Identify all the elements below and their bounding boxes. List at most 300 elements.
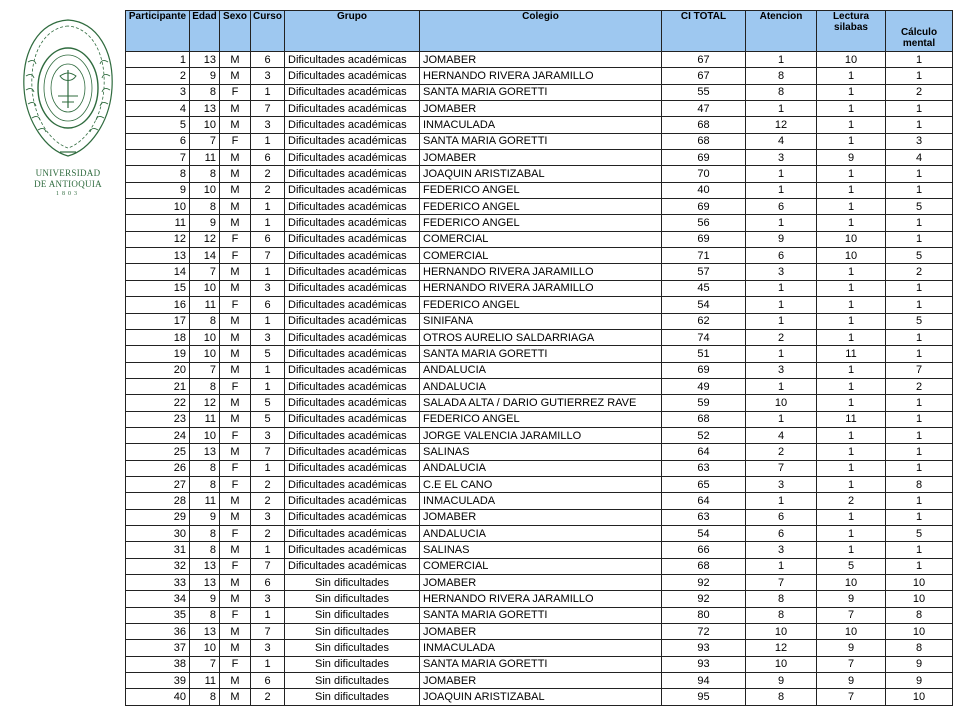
table-row <box>126 362 953 378</box>
cell-participante: 23 <box>126 411 190 427</box>
cell-lectura-silabas: 1 <box>817 199 886 215</box>
cell-grupo: Dificultades académicas <box>285 84 420 100</box>
cell-lectura-silabas: 7 <box>817 689 886 705</box>
cell-curso: 1 <box>251 215 285 231</box>
cell-ci-total: 71 <box>662 248 746 264</box>
cell-participante: 10 <box>126 199 190 215</box>
cell-edad: 13 <box>190 558 220 574</box>
table-row <box>126 444 953 460</box>
cell-sexo: F <box>220 133 251 149</box>
cell-edad: 11 <box>190 297 220 313</box>
cell-participante: 32 <box>126 558 190 574</box>
cell-sexo: M <box>220 673 251 689</box>
cell-participante: 38 <box>126 656 190 672</box>
cell-curso: 2 <box>251 689 285 705</box>
cell-grupo: Dificultades académicas <box>285 362 420 378</box>
cell-grupo: Dificultades académicas <box>285 101 420 117</box>
cell-edad: 8 <box>190 460 220 476</box>
cell-sexo: M <box>220 411 251 427</box>
cell-edad: 11 <box>190 493 220 509</box>
cell-curso: 7 <box>251 558 285 574</box>
cell-sexo: F <box>220 84 251 100</box>
cell-curso: 3 <box>251 329 285 345</box>
cell-lectura-silabas: 1 <box>817 476 886 492</box>
cell-calculo-mental: 1 <box>886 444 953 460</box>
cell-edad: 8 <box>190 542 220 558</box>
cell-colegio: HERNANDO RIVERA JARAMILLO <box>420 68 662 84</box>
cell-lectura-silabas: 1 <box>817 264 886 280</box>
header-atencion: Atencion <box>746 11 817 52</box>
cell-atencion: 4 <box>746 133 817 149</box>
cell-curso: 2 <box>251 493 285 509</box>
cell-participante: 24 <box>126 427 190 443</box>
cell-colegio: INMACULADA <box>420 640 662 656</box>
cell-colegio: SANTA MARIA GORETTI <box>420 607 662 623</box>
cell-curso: 5 <box>251 395 285 411</box>
cell-ci-total: 57 <box>662 264 746 280</box>
cell-participante: 26 <box>126 460 190 476</box>
table-row <box>126 133 953 149</box>
cell-participante: 27 <box>126 476 190 492</box>
cell-grupo: Dificultades académicas <box>285 411 420 427</box>
cell-curso: 3 <box>251 117 285 133</box>
cell-sexo: F <box>220 656 251 672</box>
cell-lectura-silabas: 1 <box>817 509 886 525</box>
cell-sexo: M <box>220 640 251 656</box>
cell-atencion: 9 <box>746 231 817 247</box>
cell-lectura-silabas: 5 <box>817 558 886 574</box>
table-row <box>126 558 953 574</box>
header-lectura-silabas: Lectura silabas <box>817 11 886 52</box>
cell-edad: 13 <box>190 575 220 591</box>
header-ci-total: CI TOTAL <box>662 11 746 52</box>
cell-edad: 11 <box>190 150 220 166</box>
cell-participante: 15 <box>126 280 190 296</box>
cell-colegio: COMERCIAL <box>420 558 662 574</box>
cell-calculo-mental: 7 <box>886 362 953 378</box>
cell-ci-total: 80 <box>662 607 746 623</box>
cell-atencion: 1 <box>746 378 817 394</box>
cell-edad: 8 <box>190 476 220 492</box>
cell-participante: 8 <box>126 166 190 182</box>
cell-calculo-mental: 1 <box>886 182 953 198</box>
cell-lectura-silabas: 1 <box>817 215 886 231</box>
cell-curso: 7 <box>251 444 285 460</box>
table-row <box>126 575 953 591</box>
cell-atencion: 8 <box>746 607 817 623</box>
cell-grupo: Sin dificultades <box>285 656 420 672</box>
cell-calculo-mental: 1 <box>886 411 953 427</box>
cell-atencion: 1 <box>746 297 817 313</box>
table-row <box>126 231 953 247</box>
cell-atencion: 7 <box>746 460 817 476</box>
cell-participante: 4 <box>126 101 190 117</box>
cell-sexo: F <box>220 427 251 443</box>
cell-colegio: SANTA MARIA GORETTI <box>420 84 662 100</box>
cell-curso: 2 <box>251 525 285 541</box>
table-row <box>126 84 953 100</box>
cell-atencion: 7 <box>746 575 817 591</box>
cell-atencion: 6 <box>746 525 817 541</box>
cell-calculo-mental: 1 <box>886 329 953 345</box>
cell-sexo: M <box>220 689 251 705</box>
cell-sexo: F <box>220 248 251 264</box>
cell-lectura-silabas: 1 <box>817 395 886 411</box>
cell-grupo: Dificultades académicas <box>285 117 420 133</box>
cell-atencion: 1 <box>746 493 817 509</box>
cell-edad: 8 <box>190 313 220 329</box>
university-name-line1: UNIVERSIDAD <box>35 168 101 178</box>
table-row <box>126 624 953 640</box>
cell-grupo: Dificultades académicas <box>285 525 420 541</box>
table-row <box>126 689 953 705</box>
cell-atencion: 3 <box>746 150 817 166</box>
cell-grupo: Dificultades académicas <box>285 231 420 247</box>
cell-sexo: M <box>220 591 251 607</box>
cell-atencion: 8 <box>746 591 817 607</box>
cell-lectura-silabas: 1 <box>817 542 886 558</box>
table-row <box>126 607 953 623</box>
cell-colegio: JOMABER <box>420 509 662 525</box>
cell-calculo-mental: 1 <box>886 68 953 84</box>
cell-edad: 10 <box>190 640 220 656</box>
cell-atencion: 12 <box>746 640 817 656</box>
cell-grupo: Dificultades académicas <box>285 346 420 362</box>
cell-edad: 10 <box>190 346 220 362</box>
cell-curso: 2 <box>251 166 285 182</box>
table-row <box>126 525 953 541</box>
table-row <box>126 166 953 182</box>
cell-grupo: Sin dificultades <box>285 591 420 607</box>
cell-curso: 2 <box>251 182 285 198</box>
table-row <box>126 509 953 525</box>
cell-colegio: JOMABER <box>420 101 662 117</box>
cell-edad: 10 <box>190 182 220 198</box>
cell-ci-total: 70 <box>662 166 746 182</box>
cell-grupo: Sin dificultades <box>285 673 420 689</box>
cell-sexo: M <box>220 493 251 509</box>
cell-grupo: Dificultades académicas <box>285 313 420 329</box>
cell-colegio: JOMABER <box>420 150 662 166</box>
cell-grupo: Dificultades académicas <box>285 215 420 231</box>
cell-sexo: M <box>220 182 251 198</box>
cell-participante: 25 <box>126 444 190 460</box>
cell-participante: 12 <box>126 231 190 247</box>
cell-sexo: M <box>220 101 251 117</box>
cell-calculo-mental: 4 <box>886 150 953 166</box>
cell-edad: 14 <box>190 248 220 264</box>
cell-participante: 29 <box>126 509 190 525</box>
table-row <box>126 346 953 362</box>
cell-atencion: 4 <box>746 427 817 443</box>
cell-curso: 5 <box>251 346 285 362</box>
cell-atencion: 3 <box>746 362 817 378</box>
university-name-line2: DE ANTIOQUIA <box>34 179 102 189</box>
cell-grupo: Dificultades académicas <box>285 444 420 460</box>
cell-curso: 7 <box>251 101 285 117</box>
cell-curso: 1 <box>251 460 285 476</box>
cell-atencion: 6 <box>746 509 817 525</box>
cell-grupo: Dificultades académicas <box>285 150 420 166</box>
cell-colegio: COMERCIAL <box>420 248 662 264</box>
cell-curso: 1 <box>251 133 285 149</box>
cell-atencion: 1 <box>746 101 817 117</box>
cell-ci-total: 54 <box>662 297 746 313</box>
cell-edad: 7 <box>190 656 220 672</box>
cell-participante: 36 <box>126 624 190 640</box>
cell-atencion: 3 <box>746 264 817 280</box>
cell-edad: 10 <box>190 329 220 345</box>
cell-ci-total: 47 <box>662 101 746 117</box>
cell-atencion: 1 <box>746 411 817 427</box>
cell-colegio: INMACULADA <box>420 117 662 133</box>
cell-atencion: 1 <box>746 313 817 329</box>
table-row <box>126 52 953 68</box>
cell-curso: 3 <box>251 509 285 525</box>
cell-ci-total: 68 <box>662 558 746 574</box>
header-sexo: Sexo <box>220 11 251 52</box>
university-founding-year: 1803 <box>56 191 80 197</box>
cell-calculo-mental: 1 <box>886 101 953 117</box>
cell-ci-total: 92 <box>662 575 746 591</box>
cell-colegio: C.E EL CANO <box>420 476 662 492</box>
cell-calculo-mental: 1 <box>886 558 953 574</box>
cell-calculo-mental: 5 <box>886 199 953 215</box>
cell-calculo-mental: 1 <box>886 427 953 443</box>
cell-ci-total: 67 <box>662 68 746 84</box>
cell-atencion: 12 <box>746 117 817 133</box>
cell-participante: 31 <box>126 542 190 558</box>
table-row <box>126 427 953 443</box>
cell-curso: 1 <box>251 264 285 280</box>
cell-lectura-silabas: 1 <box>817 427 886 443</box>
cell-calculo-mental: 1 <box>886 395 953 411</box>
cell-ci-total: 51 <box>662 346 746 362</box>
cell-lectura-silabas: 1 <box>817 444 886 460</box>
cell-participante: 13 <box>126 248 190 264</box>
cell-sexo: F <box>220 476 251 492</box>
cell-sexo: M <box>220 166 251 182</box>
cell-edad: 8 <box>190 378 220 394</box>
cell-atencion: 10 <box>746 656 817 672</box>
cell-curso: 1 <box>251 313 285 329</box>
cell-grupo: Dificultades académicas <box>285 378 420 394</box>
cell-ci-total: 40 <box>662 182 746 198</box>
cell-curso: 3 <box>251 591 285 607</box>
cell-participante: 39 <box>126 673 190 689</box>
cell-colegio: ANDALUCIA <box>420 460 662 476</box>
table-row <box>126 378 953 394</box>
cell-lectura-silabas: 7 <box>817 607 886 623</box>
cell-edad: 8 <box>190 199 220 215</box>
cell-sexo: F <box>220 525 251 541</box>
table-row <box>126 673 953 689</box>
cell-participante: 16 <box>126 297 190 313</box>
cell-sexo: F <box>220 607 251 623</box>
table-row <box>126 280 953 296</box>
cell-curso: 2 <box>251 476 285 492</box>
cell-lectura-silabas: 1 <box>817 329 886 345</box>
cell-lectura-silabas: 1 <box>817 525 886 541</box>
cell-participante: 21 <box>126 378 190 394</box>
cell-colegio: FEDERICO ANGEL <box>420 215 662 231</box>
cell-ci-total: 69 <box>662 199 746 215</box>
cell-lectura-silabas: 2 <box>817 493 886 509</box>
cell-colegio: FEDERICO ANGEL <box>420 411 662 427</box>
table-header-row <box>126 11 953 52</box>
cell-calculo-mental: 10 <box>886 624 953 640</box>
cell-participante: 11 <box>126 215 190 231</box>
cell-calculo-mental: 10 <box>886 689 953 705</box>
cell-atencion: 1 <box>746 346 817 362</box>
cell-lectura-silabas: 1 <box>817 133 886 149</box>
cell-atencion: 8 <box>746 84 817 100</box>
table-row <box>126 68 953 84</box>
cell-participante: 5 <box>126 117 190 133</box>
cell-atencion: 10 <box>746 395 817 411</box>
cell-grupo: Dificultades académicas <box>285 264 420 280</box>
cell-ci-total: 68 <box>662 117 746 133</box>
cell-sexo: F <box>220 231 251 247</box>
cell-sexo: M <box>220 509 251 525</box>
cell-participante: 1 <box>126 52 190 68</box>
cell-ci-total: 59 <box>662 395 746 411</box>
cell-lectura-silabas: 9 <box>817 673 886 689</box>
cell-colegio: ANDALUCIA <box>420 525 662 541</box>
table-body <box>126 52 953 706</box>
cell-lectura-silabas: 1 <box>817 84 886 100</box>
cell-grupo: Dificultades académicas <box>285 297 420 313</box>
cell-lectura-silabas: 1 <box>817 460 886 476</box>
cell-calculo-mental: 1 <box>886 346 953 362</box>
cell-colegio: FEDERICO ANGEL <box>420 199 662 215</box>
cell-sexo: M <box>220 264 251 280</box>
table-row <box>126 264 953 280</box>
table-row <box>126 150 953 166</box>
cell-colegio: JOMABER <box>420 575 662 591</box>
cell-lectura-silabas: 1 <box>817 117 886 133</box>
cell-ci-total: 93 <box>662 640 746 656</box>
cell-curso: 1 <box>251 362 285 378</box>
cell-lectura-silabas: 7 <box>817 656 886 672</box>
cell-sexo: M <box>220 346 251 362</box>
header-participante: Participante <box>126 11 190 52</box>
cell-participante: 37 <box>126 640 190 656</box>
table-row <box>126 591 953 607</box>
cell-lectura-silabas: 1 <box>817 166 886 182</box>
cell-calculo-mental: 8 <box>886 476 953 492</box>
cell-calculo-mental: 3 <box>886 133 953 149</box>
cell-ci-total: 55 <box>662 84 746 100</box>
table-row <box>126 329 953 345</box>
cell-ci-total: 63 <box>662 460 746 476</box>
cell-colegio: JOMABER <box>420 673 662 689</box>
cell-calculo-mental: 5 <box>886 525 953 541</box>
cell-calculo-mental: 1 <box>886 297 953 313</box>
cell-lectura-silabas: 10 <box>817 248 886 264</box>
cell-colegio: INMACULADA <box>420 493 662 509</box>
university-seal-icon <box>16 12 120 162</box>
cell-participante: 40 <box>126 689 190 705</box>
cell-edad: 13 <box>190 52 220 68</box>
cell-participante: 19 <box>126 346 190 362</box>
cell-grupo: Dificultades académicas <box>285 280 420 296</box>
cell-atencion: 1 <box>746 52 817 68</box>
cell-ci-total: 95 <box>662 689 746 705</box>
cell-lectura-silabas: 1 <box>817 280 886 296</box>
cell-participante: 14 <box>126 264 190 280</box>
cell-sexo: M <box>220 362 251 378</box>
cell-calculo-mental: 1 <box>886 280 953 296</box>
cell-atencion: 9 <box>746 673 817 689</box>
header-grupo: Grupo <box>285 11 420 52</box>
cell-edad: 9 <box>190 215 220 231</box>
cell-edad: 8 <box>190 166 220 182</box>
cell-edad: 7 <box>190 264 220 280</box>
cell-edad: 13 <box>190 101 220 117</box>
cell-edad: 7 <box>190 133 220 149</box>
cell-calculo-mental: 2 <box>886 378 953 394</box>
cell-sexo: F <box>220 378 251 394</box>
table-row <box>126 101 953 117</box>
cell-atencion: 1 <box>746 166 817 182</box>
cell-ci-total: 65 <box>662 476 746 492</box>
cell-lectura-silabas: 10 <box>817 231 886 247</box>
cell-curso: 3 <box>251 640 285 656</box>
cell-colegio: SALINAS <box>420 444 662 460</box>
cell-curso: 3 <box>251 427 285 443</box>
cell-atencion: 1 <box>746 280 817 296</box>
cell-participante: 7 <box>126 150 190 166</box>
cell-sexo: F <box>220 558 251 574</box>
table-row <box>126 640 953 656</box>
cell-edad: 10 <box>190 427 220 443</box>
cell-participante: 30 <box>126 525 190 541</box>
table-row <box>126 542 953 558</box>
table-row <box>126 395 953 411</box>
cell-ci-total: 63 <box>662 509 746 525</box>
cell-sexo: M <box>220 68 251 84</box>
cell-curso: 5 <box>251 411 285 427</box>
cell-edad: 8 <box>190 525 220 541</box>
cell-edad: 8 <box>190 689 220 705</box>
table-row <box>126 476 953 492</box>
cell-ci-total: 72 <box>662 624 746 640</box>
cell-lectura-silabas: 11 <box>817 346 886 362</box>
header-curso: Curso <box>251 11 285 52</box>
cell-ci-total: 62 <box>662 313 746 329</box>
cell-grupo: Sin dificultades <box>285 607 420 623</box>
cell-sexo: M <box>220 624 251 640</box>
cell-curso: 7 <box>251 248 285 264</box>
cell-ci-total: 74 <box>662 329 746 345</box>
cell-colegio: JOAQUIN ARISTIZABAL <box>420 689 662 705</box>
cell-sexo: M <box>220 444 251 460</box>
cell-sexo: M <box>220 313 251 329</box>
cell-calculo-mental: 10 <box>886 591 953 607</box>
cell-ci-total: 64 <box>662 444 746 460</box>
cell-calculo-mental: 1 <box>886 215 953 231</box>
cell-lectura-silabas: 1 <box>817 101 886 117</box>
cell-ci-total: 92 <box>662 591 746 607</box>
table-row <box>126 248 953 264</box>
cell-participante: 3 <box>126 84 190 100</box>
cell-lectura-silabas: 1 <box>817 68 886 84</box>
cell-curso: 3 <box>251 280 285 296</box>
cell-sexo: M <box>220 395 251 411</box>
cell-colegio: SALINAS <box>420 542 662 558</box>
cell-edad: 10 <box>190 117 220 133</box>
